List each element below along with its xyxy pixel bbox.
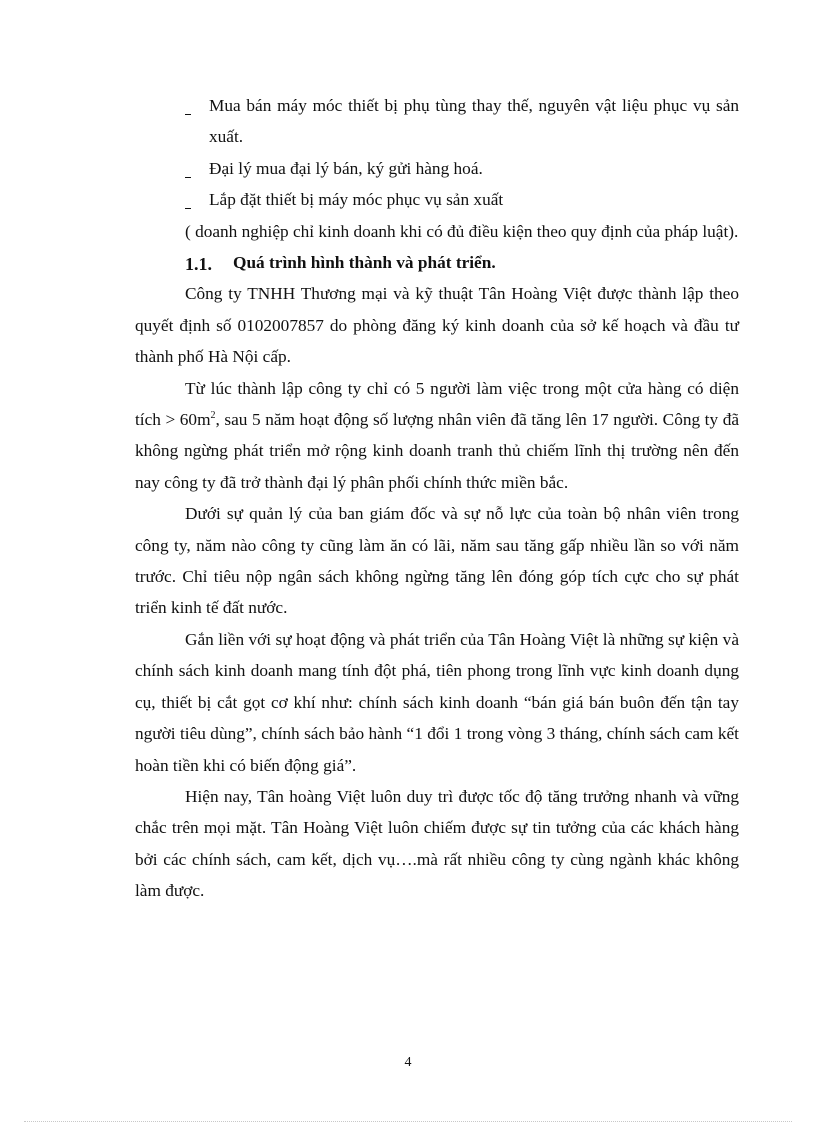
list-item: [135, 90, 739, 153]
list-item: [135, 184, 739, 215]
list-item-text: Mua bán máy móc thiết bị phụ tùng thay thế, nguyên vật liệu phục vụ sản xuất.: [209, 96, 739, 147]
paragraph-growth: [135, 373, 739, 499]
section-title: Quá trình hình thành và phát triển.: [233, 253, 496, 273]
paragraph-growth-text-end: , sau 5 năm hoạt động số lượng nhân viên đã tăng lên 17 người. Công ty đã không ngừng phát triển mở rộng kinh doanh tranh thủ chiếm lĩnh thị trường nên đến nay công ty đã trở thành đại lý phân phối chính thức miền bắc.: [135, 410, 739, 492]
paragraph-growth-text-start: Từ lúc thành lập công ty chỉ có 5 người làm việc trong một cửa hàng có diện tích > 60m: [135, 378, 739, 430]
superscript-two: 2: [210, 410, 216, 422]
paragraph-policies: Gắn liền với sự hoạt động và phát triển của Tân Hoàng Việt là những sự kiện và chính sách kinh doanh mang tính đột phá, tiên phong trong lĩnh vực kinh doanh dụng cụ, thiết bị cắt gọt cơ khí như: chính sách kinh doanh “bán giá bán buôn đến tận tay người tiêu dùng”, chính sách bảo hành “1 đổi 1 trong vòng 3 tháng, chính sách cam kết hoàn tiền khi có biến động giá”.: [135, 629, 739, 775]
page-bottom-divider: [24, 1121, 792, 1122]
paragraph-management: Dưới sự quản lý của ban giám đốc và sự nỗ lực của toàn bộ nhân viên trong công ty, năm nào công ty cũng làm ăn có lãi, năm sau tăng gấp nhiều lần so với năm trước. Chỉ tiêu nộp ngân sách không ngừng tăng lên đóng góp tích cực cho sự phát triển kinh tế đất nước.: [135, 504, 739, 618]
list-item-text: Lắp đặt thiết bị máy móc phục vụ sản xuất: [209, 190, 504, 210]
paragraph-current-status: Hiện nay, Tân hoàng Việt luôn duy trì được tốc độ tăng trưởng nhanh và vững chắc trên mọi mặt. Tân Hoàng Việt luôn chiếm được sự tin tưởng của các khách hàng bởi các chính sách, cam kết, dịch vụ….mà rất nhiều công ty cùng ngành khác không làm được.: [135, 786, 739, 901]
list-item: [135, 153, 739, 184]
legal-note: ( doanh nghiệp chỉ kinh doanh khi có đủ điều kiện theo quy định của pháp luật).: [185, 221, 739, 241]
page-body: [135, 90, 739, 907]
dash-bullet-icon: [185, 153, 191, 184]
dash-bullet-icon: [185, 90, 191, 121]
page-number: 4: [404, 1055, 412, 1070]
section-number: 1.1.: [185, 254, 212, 275]
list-item-text: Đại lý mua đại lý bán, ký gửi hàng hoá.: [209, 158, 483, 178]
section-heading: [135, 247, 739, 278]
paragraph-founding: Công ty TNHH Thương mại và kỹ thuật Tân Hoàng Việt được thành lập theo quyết định số 0102007857 do phòng đăng ký kinh doanh của sở kế hoạch và đầu tư thành phố Hà Nội cấp.: [135, 284, 739, 367]
dash-bullet-icon: [185, 184, 191, 215]
